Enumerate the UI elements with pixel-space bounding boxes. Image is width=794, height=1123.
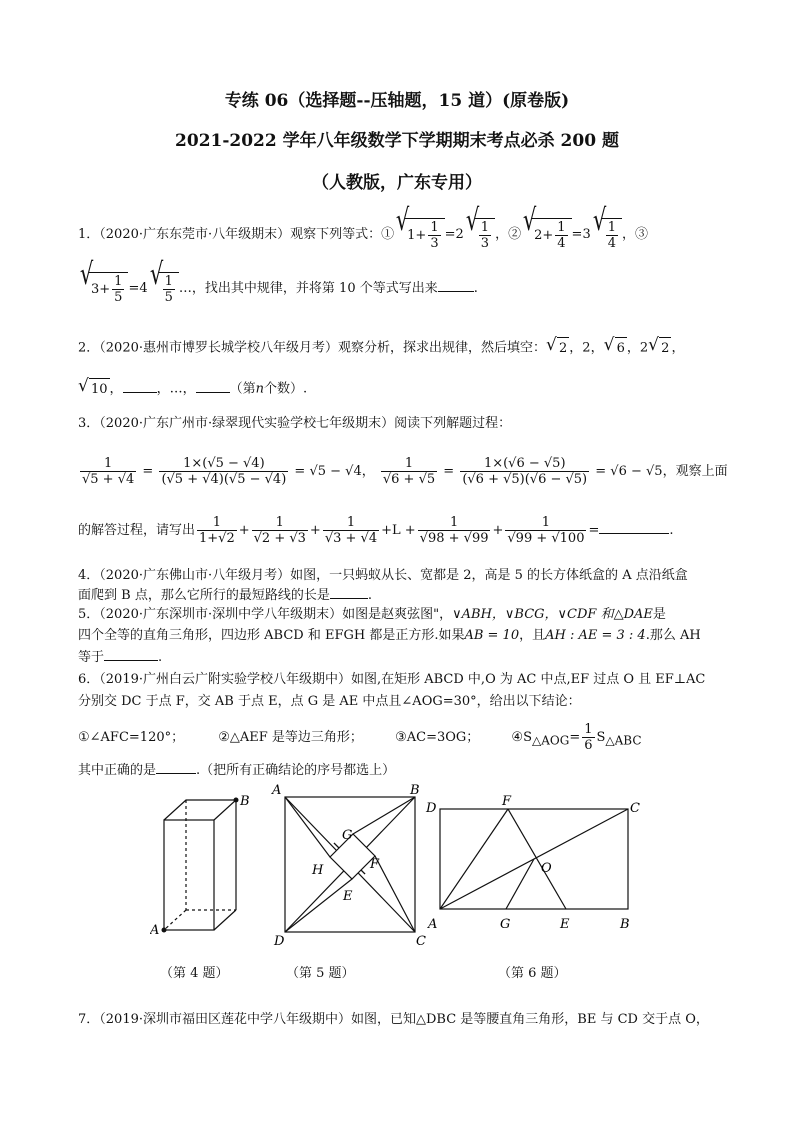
figure-4-caption: （第 4 题） — [160, 966, 229, 981]
label-G: G — [500, 917, 511, 932]
conclusion-1: ①∠AFC=120°； — [78, 730, 185, 745]
answer-blank — [599, 520, 669, 534]
label-C: C — [416, 934, 426, 949]
conclusion-3: ③AC=3OG； — [395, 730, 480, 745]
question-6-line-2: 分别交 DC 于点 F，交 AB 于点 E，点 G 是 AE 中点且∠AOG=30°，给出以下结论： — [78, 694, 581, 709]
label-E: E — [560, 917, 570, 932]
answer-blank — [438, 278, 474, 292]
q1-marker-3: ③ — [635, 227, 649, 242]
figure-5-caption: （第 5 题） — [286, 966, 355, 981]
answer-blank — [123, 379, 157, 393]
question-1-line-2: √ 3+ $\frac{1}{5}$ =4 √ $\frac{1}{5}$ …，找出其中规律，并将第 10 个等式写出来 . — [78, 272, 478, 305]
title-line-3: （人教版，广东专用） — [312, 173, 482, 193]
label-A: A — [272, 783, 282, 798]
label-F: F — [370, 857, 380, 872]
question-6-conclusions — [78, 722, 642, 753]
title-line-1: 专练 06（选择题--压轴题，15 道）(原卷版) — [224, 91, 570, 111]
label-H: H — [312, 863, 324, 878]
question-5-line-2: 四个全等的直角三角形，四边形 ABCD 和 EFGH 都是正方形.如果AB = 10，且AH : AE = 3 : 4.那么 AH — [78, 628, 701, 643]
q1-eq2-root: √ 2+ $\frac{1}{4}$ — [532, 218, 571, 251]
q1-marker-1: ① — [381, 227, 395, 242]
q1-marker-2: ② — [508, 227, 522, 242]
title-line-2: 2021-2022 学年八年级数学下学期期末考点必杀 200 题 — [175, 131, 619, 151]
question-5-line-1: 5．（2020·广东深圳市·深圳中学八年级期末）如图是赵爽弦图"，∨ABH，∨BCG，∨CDF 和△DAE是 — [78, 607, 666, 622]
question-6-line-1: 6．（2019·广州白云广附实验学校八年级期中）如图,在矩形 ABCD 中,O 为 AC 中点,EF 过点 O 且 EF⊥AC — [78, 672, 706, 687]
question-4-line-1: 4．（2020·广东佛山市·八年级月考）如图，一只蚂蚁从长、宽都是 2，高是 5 的长方体纸盒的 A 点沿纸盒 — [78, 568, 688, 583]
label-A: A — [150, 923, 160, 938]
question-2-line-1: 2．（2020·惠州市博罗长城学校八年级月考）观察分析，探求出规律，然后填空：√ 2 ，2，√ 6 ，2√ 2 ， — [78, 337, 684, 359]
conclusion-2: ②△AEF 是等边三角形； — [218, 730, 363, 745]
label-E: E — [343, 889, 353, 904]
label-F: F — [502, 794, 512, 809]
question-2-line-2: √ 10 ， ，…， （第n个数）. — [78, 378, 307, 400]
question-5-line-3: 等于 . — [78, 647, 162, 668]
answer-blank — [330, 585, 368, 599]
label-B: B — [620, 917, 630, 932]
question-7-line-1: 7．（2019·深圳市福田区莲花中学八年级期中）如图，已知△DBC 是等腰直角三角形，BE 与 CD 交于点 O， — [78, 1012, 709, 1027]
answer-blank — [104, 647, 158, 661]
figure-6-caption: （第 6 题） — [498, 966, 567, 981]
q1-eq3-root: √ 3+ $\frac{1}{5}$ — [89, 272, 128, 305]
question-1-line-1: 1．（2020·广东东莞市·八年级期末）观察下列等式：①√ 1+ $\frac{1}{3}$ =2 √ $\frac{1}{3}$ ，②√ 2+ $\frac{1}{4}$ =3 √ $\frac{1}{4}$ ，③ — [78, 218, 648, 251]
label-G: G — [342, 828, 353, 843]
figure-4-cuboid — [150, 795, 250, 943]
figure-5-square — [270, 782, 430, 952]
label-A: A — [428, 917, 438, 932]
label-D: D — [274, 934, 285, 949]
figure-6-rectangle — [422, 792, 652, 942]
label-O: O — [541, 861, 552, 876]
question-4-line-2: 面爬到 B 点，那么它所行的最短路线的长是 . — [78, 585, 372, 606]
question-6-line-4: 其中正确的是 .（把所有正确结论的序号都选上） — [78, 760, 395, 781]
answer-blank — [156, 760, 196, 774]
question-3-line-1: 3．（2020·广东广州市·绿翠现代实验学校七年级期末）阅读下列解题过程： — [78, 416, 512, 431]
q1-prefix: 1．（2020·广东东莞市·八年级期末）观察下列等式： — [78, 227, 382, 242]
question-3-formula: $\frac{1}{√5 + √4}$ = $\frac{1\times(√5 - √4)}{(√5 + √4)(√5 - √4)}$ = √5 − √4， $\frac{1}{√6 + √5}$ = $\frac{1\times(√6 - √5)}{(√6 + √5)(√6 - √5)}$ = √6 − √5，观察上面 — [82, 456, 728, 487]
question-3-line-3: 的解答过程，请写出 $\frac{1}{1+√2}$ + $\frac{1}{√2 + √3}$ + $\frac{1}{√3 + √4}$ +L + $\frac{1}{√98 + √99}$ + $\frac{1}{√99 + √100}$ = . — [78, 515, 674, 546]
conclusion-4: $④S_{\triangle AOG}=$ $\frac{1}{6}$ $S_{\triangle ABC}$ — [511, 722, 642, 753]
label-D: D — [426, 801, 437, 816]
label-B: B — [240, 795, 250, 809]
answer-blank — [196, 379, 230, 393]
label-C: C — [630, 801, 640, 816]
q1-eq1-root: √ 1+ $\frac{1}{3}$ — [405, 218, 444, 251]
label-B: B — [410, 783, 420, 798]
